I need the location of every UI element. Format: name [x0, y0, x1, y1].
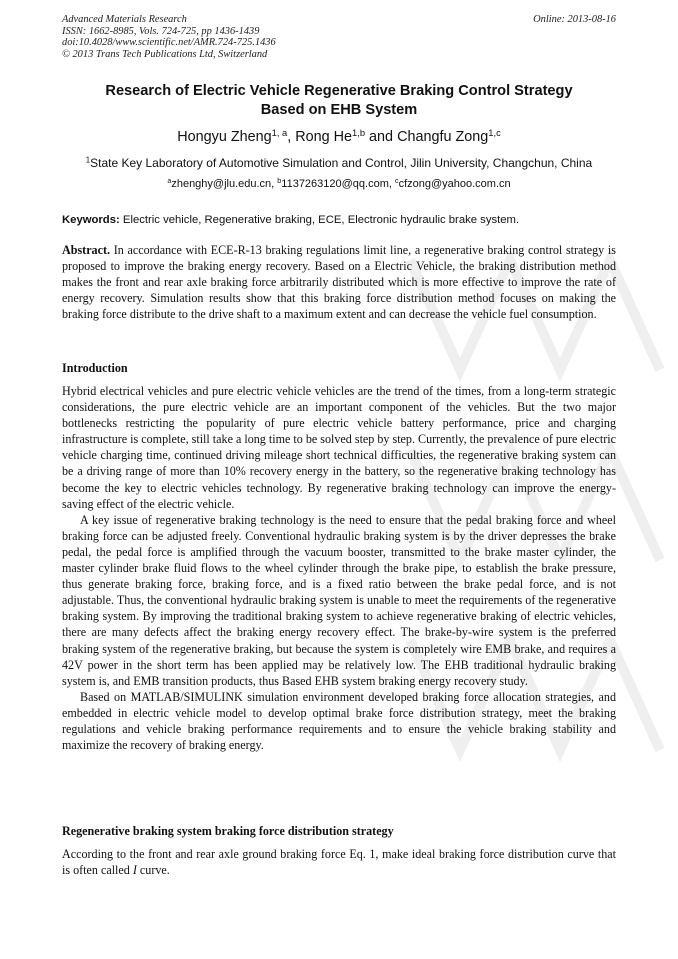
- abstract: [62, 242, 616, 322]
- author-2-affil: 1,b: [352, 127, 366, 138]
- section-2-text-after: curve.: [136, 863, 170, 878]
- author-list: [62, 128, 616, 146]
- introduction-body: [62, 383, 616, 753]
- affiliation: [30, 155, 648, 171]
- section-2-text-before: According to the front and rear axle ground braking force Eq. 1, make ideal braking force distribution curve that is often called: [62, 847, 616, 878]
- abstract-text: In accordance with ECE-R-13 braking regulations limit line, a regenerative braking control strategy is proposed to improve the braking energy recovery. Based on a Electric Vehicle, the braking distribution method makes the front and rear axle braking force arbitrarily distributed which is more effective to improve the rate of energy recovery. Simulation results show that this braking force distribution method focuses on making the braking force distribute to the drive shaft to a maximum extent and can decrease the vehicle fuel consumption.: [62, 243, 616, 322]
- email-b-sup: b: [277, 177, 282, 186]
- abstract-label: Abstract.: [62, 243, 111, 257]
- author-1-name: Hongyu Zheng: [177, 129, 272, 145]
- title-line-2: Based on EHB System: [260, 102, 418, 118]
- author-separator-1: ,: [287, 129, 296, 145]
- author-emails: [62, 177, 616, 192]
- i-curve-symbol: I: [132, 863, 137, 878]
- email-c: cfzong@yahoo.com.cn: [398, 178, 511, 190]
- author-separator-2: and: [365, 129, 398, 145]
- intro-paragraph-1: Hybrid electrical vehicles and pure electric vehicle vehicles are the trend of the times, from a long-term strategic considerations, the pure electric vehicle are an important component of the vehicles. But the two major bottlenecks restricting the popularity of pure electric vehicle battery performance, price and charging infrastructure is complete, still take a long time to be solved step by step. Currently, the prevalence of pure electric vehicle charging time, continued driving mileage short technical difficulties, the regenerative braking system can be a driving range of more than 10% recovery energy in the battery, so the regenerative braking technology has become the key to electric vehicles technology. By regenerative braking technology can improve the energy-saving effect of the electric vehicle.: [62, 384, 616, 511]
- affiliation-sup: 1: [85, 155, 91, 165]
- intro-paragraph-2: A key issue of regenerative braking technology is the need to ensure that the pedal braking force and wheel braking force can be adjusted freely. Conventional hydraulic braking system is by the driver depresses the brake pedal, the pedal force is amplified through the vacuum booster, transmitted to the brake master cylinder, the master cylinder brake fluid flows to the wheel cylinder through the brake pipe, to establish the brake pressure, thus generate braking force, braking force, and is a fixed ratio between the brake pedal force, and is not adjustable. Thus, the conventional hydraulic braking system is unable to meet the requirements of the regenerative braking system. By improving the traditional braking system to achieve regenerative braking of electric vehicles, there are many defects affect the braking energy recovery effect. The brake-by-wire system is the preferred braking system of the regenerative braking, but because the system is completely wire EMB brake, and requires a 42V power in the short term has been applied may be relatively low. The EHB traditional hydraulic braking system is, and EMB transition products, thus Based EHB system braking energy recovery study.: [62, 512, 616, 688]
- issn-line: ISSN: 1662-8985, Vols. 724-725, pp 1436-1439: [62, 25, 260, 37]
- keywords: [62, 213, 616, 228]
- introduction-heading: Introduction: [62, 361, 128, 375]
- email-a-sup: a: [167, 177, 172, 186]
- paper-title: [62, 82, 616, 120]
- affiliation-text: State Key Laboratory of Automotive Simulation and Control, Jilin University, Changchun, China: [90, 156, 593, 170]
- author-1-affil: 1, a: [271, 127, 288, 138]
- keywords-text: Electric vehicle, Regenerative braking, ECE, Electronic hydraulic brake system.: [119, 214, 520, 226]
- title-line-1: Research of Electric Vehicle Regenerative Braking Control Strategy: [105, 83, 573, 99]
- email-c-sup: c: [395, 177, 399, 186]
- intro-paragraph-3: Based on MATLAB/SIMULINK simulation environment developed braking force allocation strategies, and embedded in electric vehicle model to develop optimal brake force distribution strategy, meet the braking regulations and vehicle braking performance requirements and to ensure the vehicle braking stability and maximize the recovery of braking energy.: [62, 689, 616, 753]
- section-2-heading: Regenerative braking system braking force distribution strategy: [62, 824, 394, 838]
- author-3-name: Changfu Zong: [397, 129, 489, 145]
- journal-name: Advanced Materials Research: [62, 14, 187, 25]
- author-2-name: Rong He: [295, 129, 353, 145]
- journal-header: [62, 14, 616, 60]
- email-b: 1137263120@qq.com,: [281, 178, 395, 190]
- keywords-label: Keywords:: [62, 214, 120, 226]
- copyright-line: © 2013 Trans Tech Publications Ltd, Switzerland: [62, 48, 268, 60]
- online-date: Online: 2013-08-16: [533, 14, 616, 25]
- author-3-affil: 1,c: [488, 127, 501, 138]
- email-a: zhenghy@jlu.edu.cn,: [171, 178, 278, 190]
- doi-line: doi:10.4028/www.scientific.net/AMR.724-725.1436: [62, 37, 276, 49]
- section-2-body: [62, 846, 616, 878]
